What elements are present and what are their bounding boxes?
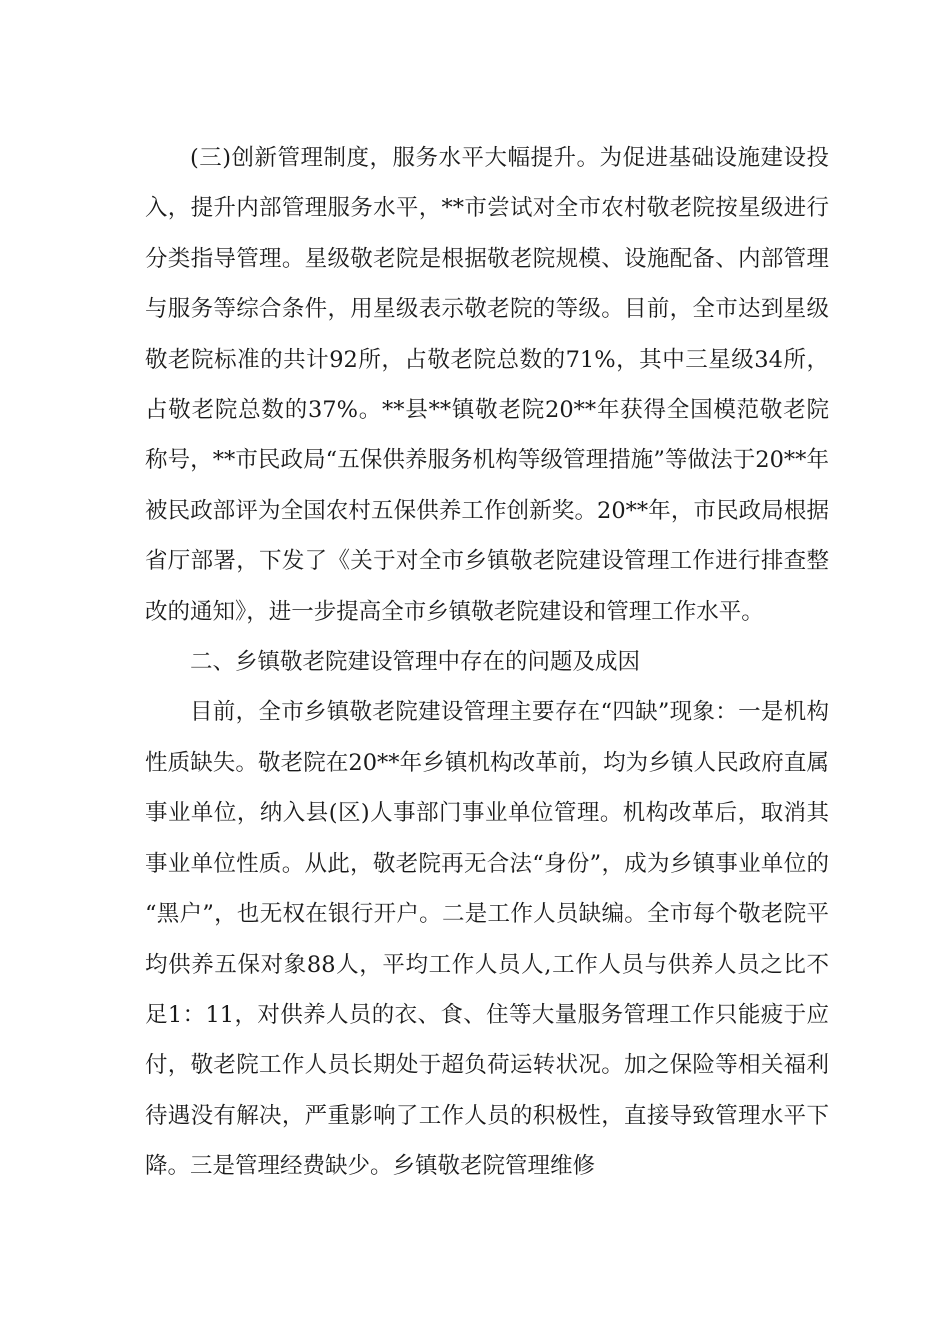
section-heading-problems-and-causes: 二、乡镇敬老院建设管理中存在的问题及成因 xyxy=(190,649,641,676)
document-body xyxy=(145,133,829,1192)
paragraph-four-shortages: 目前，全市乡镇敬老院建设管理主要存在“四缺”现象：一是机构性质缺失。敬老院在20**年乡镇机构改革前，均为乡镇人民政府直属事业单位，纳入县(区)人事部门事业单位管理。机构改革后，取消其事业单位性质。从此，敬老院再无合法“身份”，成为乡镇事业单位的“黑户”，也无权在银行开户。二是工作人员缺编。全市每个敬老院平均供养五保对象88人，平均工作人员人,工作人员与供养人员之比不足1：11，对供养人员的衣、食、住等大量服务管理工作只能疲于应付，敬老院工作人员长期处于超负荷运转状况。加之保险等相关福利待遇没有解决，严重影响了工作人员的积极性，直接导致管理水平下降。三是管理经费缺少。乡镇敬老院管理维修 xyxy=(145,699,829,1180)
paragraph-star-rating-management: (三)创新管理制度，服务水平大幅提升。为促进基础设施建设投入，提升内部管理服务水平，**市尝试对全市农村敬老院按星级进行分类指导管理。星级敬老院是根据敬老院规模、设施配备、内部管理与服务等综合条件，用星级表示敬老院的等级。目前，全市达到星级敬老院标准的共计92所，占敬老院总数的71%，其中三星级34所，占敬老院总数的37%。**县**镇敬老院20**年获得全国模范敬老院称号，**市民政局“五保供养服务机构等级管理措施”等做法于20**年被民政部评为全国农村五保供养工作创新奖。20**年，市民政局根据省厅部署，下发了《关于对全市乡镇敬老院建设管理工作进行排查整改的通知》，进一步提高全市乡镇敬老院建设和管理工作水平。 xyxy=(145,145,829,625)
